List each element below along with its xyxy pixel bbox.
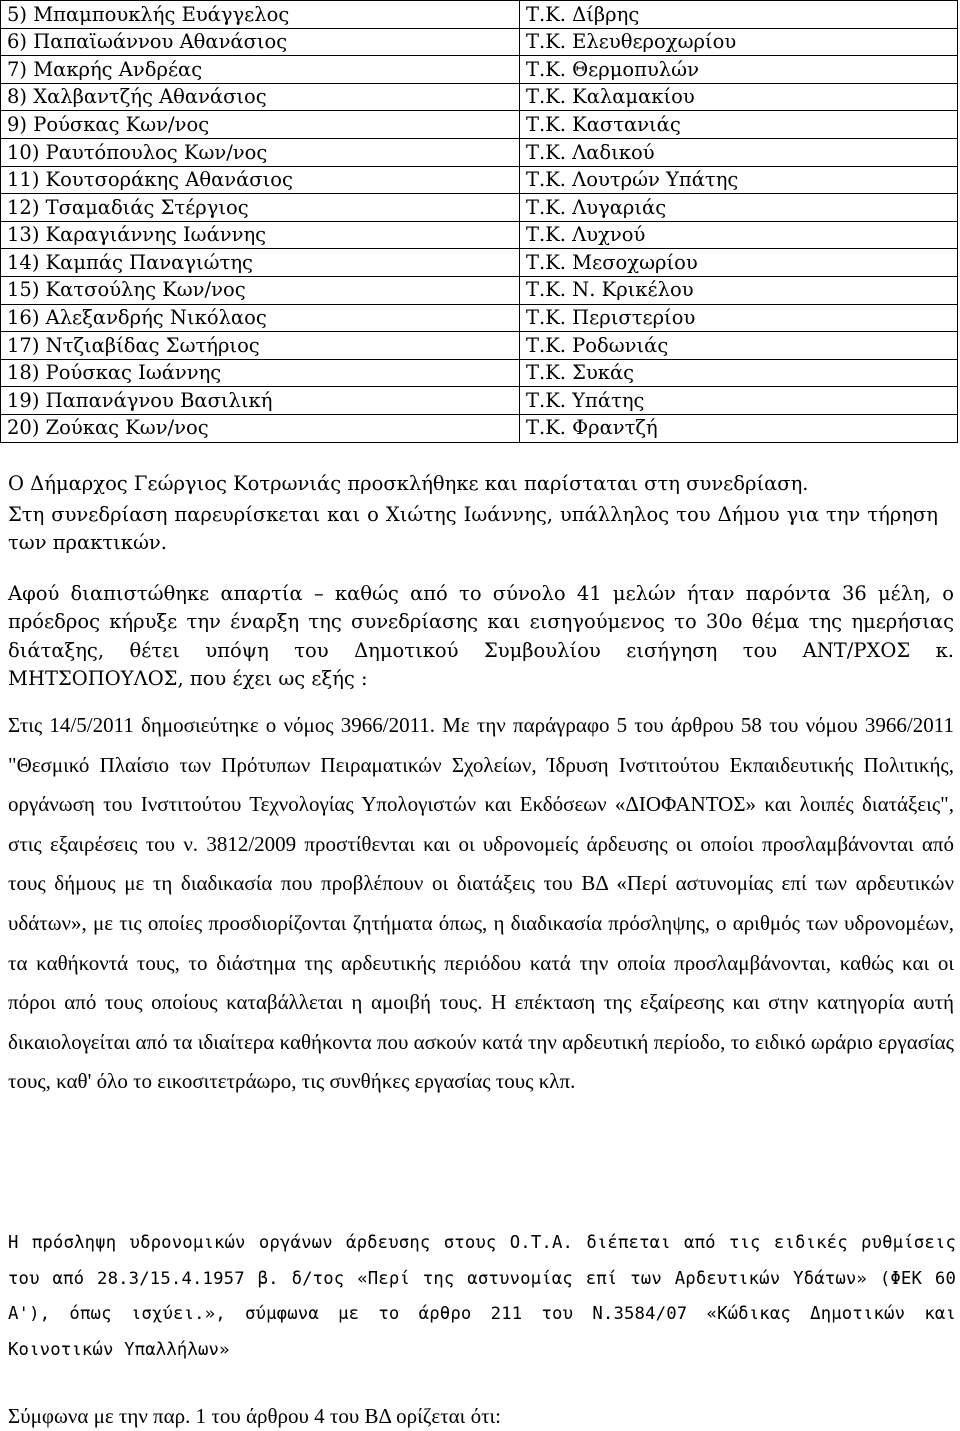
member-name: 6) Παπαϊωάννου Αθανάσιος <box>1 28 520 56</box>
member-name: 17) Ντζιαβίδας Σωτήριος <box>1 332 520 360</box>
member-community: Τ.Κ. Λυγαριάς <box>520 194 958 222</box>
member-name: 16) Αλεξανδρής Νικόλαος <box>1 304 520 332</box>
member-row <box>1 111 958 139</box>
member-name: 12) Τσαμαδιάς Στέργιος <box>1 194 520 222</box>
mayor-line: Ο Δήμαρχος Γεώργιος Κοτρωνιάς προσκλήθηκε και παρίσταται στη συνεδρίαση. <box>8 472 809 495</box>
member-name: 7) Μακρής Ανδρέας <box>1 56 520 84</box>
member-row <box>1 249 958 277</box>
quorum-paragraph: Αφού διαπιστώθηκε απαρτία – καθώς από το σύνολο 41 μελών ήταν παρόντα 36 μέλη, ο πρόεδρος κήρυξε την έναρξη της συνεδρίασης και εισηγούμενος το 30ο θέμα της ημερήσιας διάταξης, θέτει υπόψη του Δημοτικού Συμβουλίου εισήγηση του ΑΝΤ/ΡΧΟΣ κ. ΜΗΤΣΟΠΟΥΛΟΣ, που έχει ως εξής : <box>8 582 954 690</box>
member-row <box>1 359 958 387</box>
final-line: Σύμφωνα με την παρ. 1 του άρθρου 4 του ΒΔ ορίζεται ότι: <box>8 1404 501 1428</box>
member-name: 9) Ρούσκας Κων/νος <box>1 111 520 139</box>
member-community: Τ.Κ. Περιστερίου <box>520 304 958 332</box>
member-row <box>1 28 958 56</box>
member-row <box>1 56 958 84</box>
member-community: Τ.Κ. Θερμοπυλών <box>520 56 958 84</box>
member-community: Τ.Κ. Ν. Κρικέλου <box>520 276 958 304</box>
member-row <box>1 332 958 360</box>
member-community: Τ.Κ. Καλαμακίου <box>520 83 958 111</box>
member-community: Τ.Κ. Λυχνού <box>520 221 958 249</box>
member-row <box>1 1 958 29</box>
member-community: Τ.Κ. Υπάτης <box>520 387 958 415</box>
secretary-line: Στη συνεδρίαση παρευρίσκεται και ο Χιώτης Ιωάννης, υπάλληλος του Δήμου για την τήρηση των πρακτικών. <box>8 503 938 554</box>
member-row <box>1 387 958 415</box>
member-name: 11) Κουτσοράκης Αθανάσιος <box>1 166 520 194</box>
member-name: 20) Ζούκας Κων/νος <box>1 414 520 442</box>
member-name: 19) Παπανάγνου Βασιλική <box>1 387 520 415</box>
member-name: 5) Μπαμπουκλής Ευάγγελος <box>1 1 520 29</box>
member-name: 8) Χαλβαντζής Αθανάσιος <box>1 83 520 111</box>
member-name: 10) Ραυτόπουλος Κων/νος <box>1 138 520 166</box>
member-community: Τ.Κ. Καστανιάς <box>520 111 958 139</box>
member-community: Τ.Κ. Ελευθεροχωρίου <box>520 28 958 56</box>
member-row <box>1 194 958 222</box>
member-name: 15) Κατσούλης Κων/νος <box>1 276 520 304</box>
member-community: Τ.Κ. Συκάς <box>520 359 958 387</box>
members-table <box>0 0 958 443</box>
member-community: Τ.Κ. Ροδωνιάς <box>520 332 958 360</box>
member-row <box>1 414 958 442</box>
member-row <box>1 221 958 249</box>
member-row <box>1 304 958 332</box>
member-community: Τ.Κ. Δίβρης <box>520 1 958 29</box>
member-community: Τ.Κ. Μεσοχωρίου <box>520 249 958 277</box>
member-name: 13) Καραγιάννης Ιωάννης <box>1 221 520 249</box>
member-community: Τ.Κ. Λουτρών Υπάτης <box>520 166 958 194</box>
member-community: Τ.Κ. Λαδικού <box>520 138 958 166</box>
member-name: 18) Ρούσκας Ιωάννης <box>1 359 520 387</box>
member-row <box>1 138 958 166</box>
members-table-body <box>1 1 958 443</box>
member-row <box>1 166 958 194</box>
member-row <box>1 83 958 111</box>
member-community: Τ.Κ. Φραντζή <box>520 414 958 442</box>
member-name: 14) Καμπάς Παναγιώτης <box>1 249 520 277</box>
law-paragraph: Στις 14/5/2011 δημοσιεύτηκε ο νόμος 3966/2011. Με την παράγραφο 5 του άρθρου 58 του νόμου 3966/2011 "Θεσμικό Πλαίσιο των Πρότυπων Πειραματικών Σχολείων, Ίδρυση Ινστιτούτου Εκπαιδευτικής Πολιτικής, οργάνωση του Ινστιτούτου Τεχνολογίας Υπολογιστών και Εκδόσεων «ΔΙΟΦΑΝΤΟΣ» και λοιπές διατάξεις", στις εξαιρέσεις του ν. 3812/2009 προστίθενται και οι υδρονομείς άρδευσης οι οποίοι προσλαμβάνονται από τους δήμους με τη διαδικασία που προβλέπουν οι διατάξεις του ΒΔ «Περί αστυνομίας επί των αρδευτικών υδάτων», με τις οποίες προσδιορίζονται ζητήματα όπως, η διαδικασία πρόσληψης, ο αριθμός των υδρονομέων, τα καθήκοντά τους, το διάστημα της αρδευτικής περιόδου κατά την οποία προσλαμβάνονται, καθώς και οι πόροι από τους οποίους καταβάλλεται η αμοιβή τους. Η επέκταση της εξαίρεσης και στην κατηγορία αυτή δικαιολογείται από τα ιδιαίτερα καθήκοντα που ασκούν κατά την αρδευτική περίοδο, το ειδικό ωράριο εργασίας τους, καθ' όλο το εικοσιτετράωρο, τις συνθήκες εργασίας τους κλπ. <box>8 713 954 1094</box>
member-row <box>1 276 958 304</box>
recruitment-paragraph: Η πρόσληψη υδρονομικών οργάνων άρδευσης στους Ο.Τ.Α. διέπεται από τις ειδικές ρυθμίσεις του από 28.3/15.4.1957 β. δ/τος «Περί της αστυνομίας επί των Αρδευτικών Υδάτων» (ΦΕΚ 60 Α'), όπως ισχύει.», σύμφωνα με το άρθρο 211 του Ν.3584/07 «Κώδικας Δημοτικών και Κοινοτικών Υπαλλήλων» <box>8 1233 956 1360</box>
